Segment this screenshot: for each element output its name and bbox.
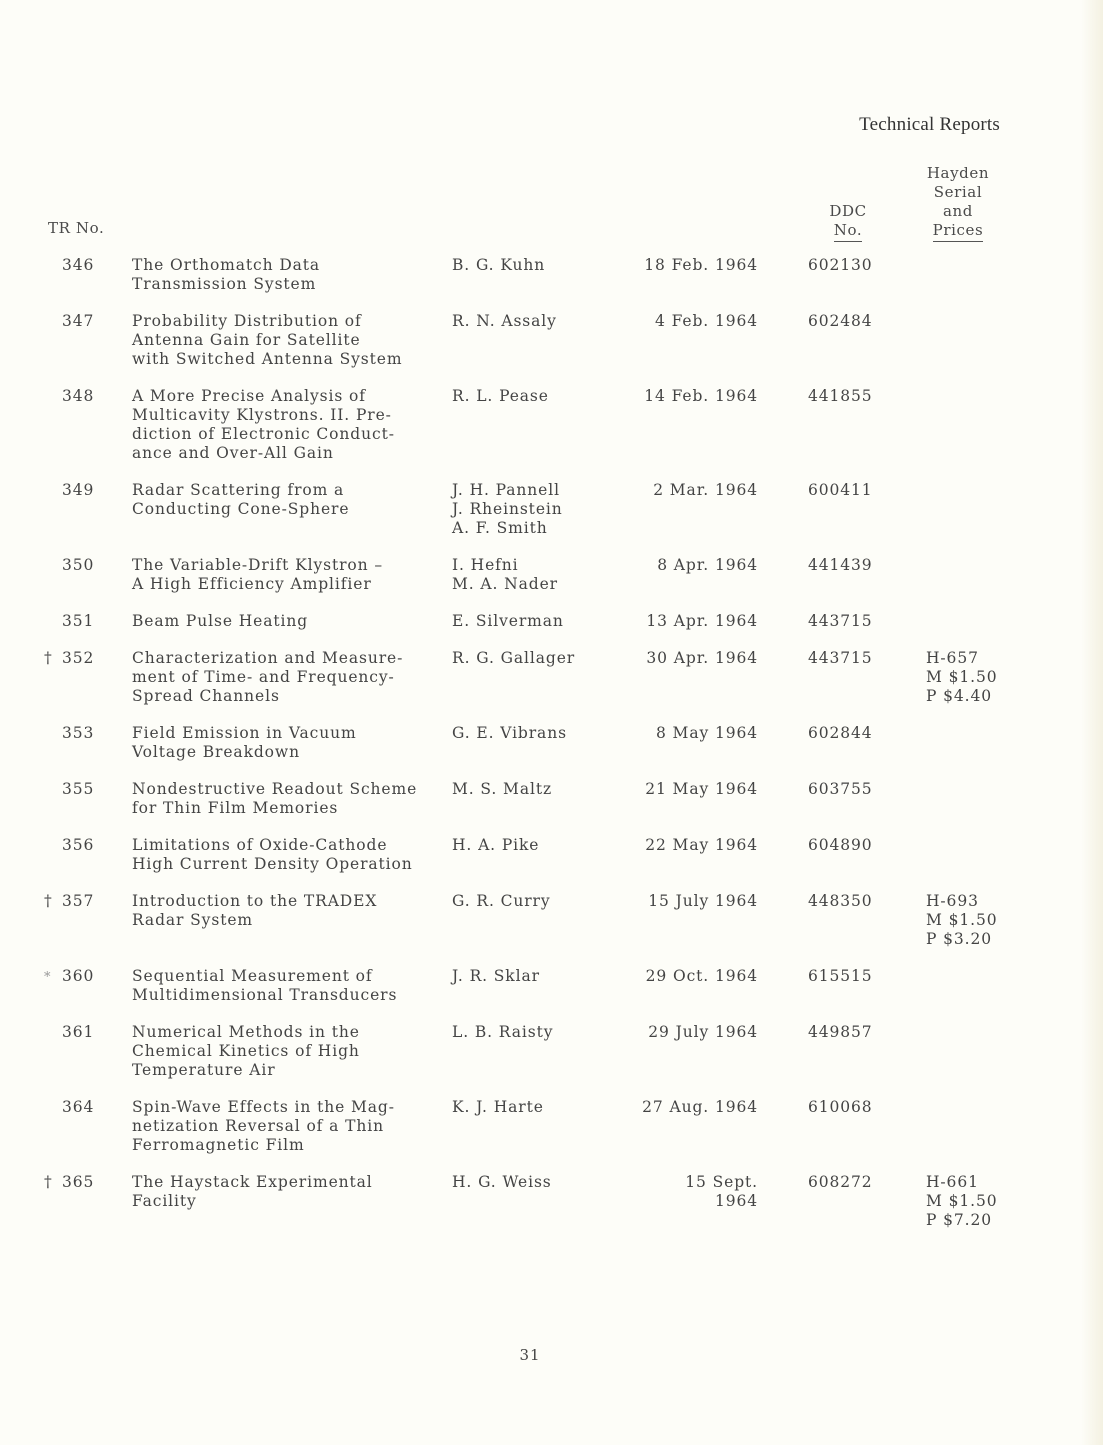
report-date-cell <box>638 724 808 780</box>
report-date: 18 Feb. 1964 <box>644 256 758 274</box>
report-title <box>132 1173 452 1248</box>
ddc-number: 448350 <box>808 892 873 910</box>
report-date: 8 Apr. 1964 <box>657 556 758 574</box>
tr-number: 352 <box>62 649 95 667</box>
author-name: B. G. Kuhn <box>452 256 546 274</box>
hayden-serial-prices <box>926 556 1024 612</box>
author-name: G. E. Vibrans <box>452 724 567 742</box>
ddc-number: 610068 <box>808 1098 873 1116</box>
report-title-line: netization Reversal of a Thin <box>132 1117 384 1135</box>
hayden-serial-prices <box>926 1173 1024 1248</box>
report-row <box>44 724 1024 780</box>
ddc-number: 615515 <box>808 967 873 985</box>
report-title-line: with Switched Antenna System <box>132 350 403 368</box>
hayden-header-line4: Prices <box>933 221 984 242</box>
report-authors <box>452 649 638 724</box>
page-header: Technical Reports <box>859 114 1000 135</box>
dagger-mark: † <box>44 892 53 910</box>
report-title-line: for Thin Film Memories <box>132 799 339 817</box>
report-authors <box>452 556 638 612</box>
author-name: I. Hefni <box>452 556 519 574</box>
report-date: 4 Feb. 1964 <box>655 312 758 330</box>
ddc-number: 443715 <box>808 649 873 667</box>
report-row <box>44 1023 1024 1098</box>
report-authors <box>452 724 638 780</box>
report-authors <box>452 387 638 481</box>
report-title <box>132 612 452 649</box>
hayden-serial-prices <box>926 256 1024 312</box>
report-row <box>44 256 1024 312</box>
tr-number-cell <box>44 1173 132 1248</box>
ddc-number: 604890 <box>808 836 873 854</box>
reports-table <box>44 256 1024 1248</box>
report-title-line: Voltage Breakdown <box>132 743 300 761</box>
report-date-cell <box>638 612 808 649</box>
report-title-line: Probability Distribution of <box>132 312 362 330</box>
report-date-cell <box>638 256 808 312</box>
report-title-line: Nondestructive Readout Scheme <box>132 780 418 798</box>
report-title-line: Chemical Kinetics of High <box>132 1042 360 1060</box>
report-date: 27 Aug. 1964 <box>642 1098 758 1116</box>
report-date-cell <box>638 556 808 612</box>
report-date-cell <box>638 892 808 967</box>
tr-number-cell <box>44 312 132 387</box>
report-date-cell <box>638 967 808 1023</box>
tr-number-cell <box>44 556 132 612</box>
author-name: A. F. Smith <box>452 519 548 537</box>
report-authors <box>452 612 638 649</box>
author-name: R. L. Pease <box>452 387 549 405</box>
hayden-serial-prices <box>926 387 1024 481</box>
author-name: J. Rheinstein <box>452 500 563 518</box>
report-authors <box>452 836 638 892</box>
hayden-serial-prices <box>926 649 1024 724</box>
tr-number: 364 <box>62 1098 95 1116</box>
hayden-serial-prices <box>926 481 1024 556</box>
report-title <box>132 256 452 312</box>
report-row <box>44 481 1024 556</box>
tr-number: 356 <box>62 836 95 854</box>
report-date-cell <box>638 481 808 556</box>
hayden-header-line3: and <box>942 202 973 220</box>
hayden-line: P $7.20 <box>926 1211 993 1229</box>
report-row <box>44 556 1024 612</box>
ddc-number: 449857 <box>808 1023 873 1041</box>
ddc-number: 602844 <box>808 724 873 742</box>
tr-number: 361 <box>62 1023 95 1041</box>
report-title-line: Antenna Gain for Satellite <box>132 331 361 349</box>
tr-number: 351 <box>62 612 95 630</box>
report-title <box>132 967 452 1023</box>
report-date-cell <box>638 387 808 481</box>
report-authors <box>452 892 638 967</box>
report-date: 21 May 1964 <box>645 780 758 798</box>
tr-number-cell <box>44 724 132 780</box>
report-title <box>132 387 452 481</box>
column-header-hayden <box>912 164 1004 242</box>
ddc-header-line1: DDC <box>829 202 867 220</box>
report-title-line: Spin-Wave Effects in the Mag- <box>132 1098 395 1116</box>
hayden-serial-prices <box>926 1098 1024 1173</box>
report-title-line: The Orthomatch Data <box>132 256 321 274</box>
author-name: R. G. Gallager <box>452 649 576 667</box>
page-edge-shadow <box>1081 0 1103 1445</box>
report-title <box>132 649 452 724</box>
report-title-line: diction of Electronic Conduct- <box>132 425 395 443</box>
dagger-mark: † <box>44 649 53 667</box>
tr-number: 357 <box>62 892 95 910</box>
report-title <box>132 312 452 387</box>
hayden-line: M $1.50 <box>926 911 998 929</box>
report-row <box>44 780 1024 836</box>
author-name: G. R. Curry <box>452 892 551 910</box>
ddc-header-line2: No. <box>834 221 862 242</box>
tr-number: 349 <box>62 481 95 499</box>
report-title-line: Radar Scattering from a <box>132 481 345 499</box>
report-title <box>132 780 452 836</box>
tr-number-cell <box>44 967 132 1023</box>
tr-number-cell <box>44 836 132 892</box>
hayden-line: H-661 <box>926 1173 979 1191</box>
hayden-line: H-657 <box>926 649 979 667</box>
report-date: 15 Sept. 1964 <box>685 1173 758 1210</box>
report-date-cell <box>638 1173 808 1248</box>
report-title-line: Transmission System <box>132 275 317 293</box>
report-title-line: Sequential Measurement of <box>132 967 373 985</box>
author-name: K. J. Harte <box>452 1098 544 1116</box>
report-title <box>132 481 452 556</box>
ddc-number: 608272 <box>808 1173 873 1191</box>
report-title <box>132 836 452 892</box>
report-title <box>132 1023 452 1098</box>
report-authors <box>452 481 638 556</box>
ddc-number: 602484 <box>808 312 873 330</box>
report-authors <box>452 780 638 836</box>
report-row <box>44 649 1024 724</box>
tr-number: 347 <box>62 312 95 330</box>
report-title-line: A More Precise Analysis of <box>132 387 366 405</box>
report-title-line: Field Emission in Vacuum <box>132 724 357 742</box>
report-row <box>44 1173 1024 1248</box>
report-date-cell <box>638 780 808 836</box>
tr-number-cell <box>44 612 132 649</box>
report-title-line: ment of Time- and Frequency- <box>132 668 395 686</box>
report-row <box>44 967 1024 1023</box>
hayden-line: H-693 <box>926 892 979 910</box>
report-row <box>44 387 1024 481</box>
hayden-line: M $1.50 <box>926 1192 998 1210</box>
report-date: 15 July 1964 <box>648 892 758 910</box>
report-row <box>44 1098 1024 1173</box>
report-date: 30 Apr. 1964 <box>646 649 758 667</box>
report-authors <box>452 312 638 387</box>
tr-number-cell <box>44 780 132 836</box>
tr-number: 353 <box>62 724 95 742</box>
tr-number-cell <box>44 1098 132 1173</box>
report-title-line: Multidimensional Transducers <box>132 986 398 1004</box>
report-title <box>132 892 452 967</box>
report-title <box>132 724 452 780</box>
report-date: 2 Mar. 1964 <box>653 481 758 499</box>
report-title-line: Radar System <box>132 911 253 929</box>
report-title-line: Beam Pulse Heating <box>132 612 309 630</box>
report-date-cell <box>638 836 808 892</box>
tr-number-cell <box>44 387 132 481</box>
ddc-number: 603755 <box>808 780 873 798</box>
ddc-number: 600411 <box>808 481 873 499</box>
ddc-number: 602130 <box>808 256 873 274</box>
report-title-line: Characterization and Measure- <box>132 649 404 667</box>
report-authors <box>452 1173 638 1248</box>
report-title-line: High Current Density Operation <box>132 855 413 873</box>
column-header-tr-no: TR No. <box>48 219 105 237</box>
report-title-line: Conducting Cone-Sphere <box>132 500 350 518</box>
asterisk-mark: * <box>44 970 52 985</box>
report-title-line: Multicavity Klystrons. II. Pre- <box>132 406 392 424</box>
ddc-number: 441439 <box>808 556 873 574</box>
tr-number: 355 <box>62 780 95 798</box>
author-name: M. S. Maltz <box>452 780 553 798</box>
hayden-serial-prices <box>926 312 1024 387</box>
report-title-line: The Variable-Drift Klystron – <box>132 556 383 574</box>
hayden-serial-prices <box>926 892 1024 967</box>
author-name: H. A. Pike <box>452 836 540 854</box>
report-date: 14 Feb. 1964 <box>644 387 758 405</box>
report-date: 22 May 1964 <box>645 836 758 854</box>
tr-number: 365 <box>62 1173 95 1191</box>
hayden-serial-prices <box>926 724 1024 780</box>
hayden-line: P $4.40 <box>926 687 993 705</box>
report-authors <box>452 1098 638 1173</box>
hayden-serial-prices <box>926 780 1024 836</box>
report-date: 8 May 1964 <box>655 724 758 742</box>
tr-number-cell <box>44 256 132 312</box>
tr-number: 350 <box>62 556 95 574</box>
hayden-line: P $3.20 <box>926 930 993 948</box>
author-name: J. H. Pannell <box>452 481 560 499</box>
report-title-line: Ferromagnetic Film <box>132 1136 305 1154</box>
tr-number-cell <box>44 1023 132 1098</box>
report-title-line: A High Efficiency Amplifier <box>132 575 372 593</box>
report-date-cell <box>638 312 808 387</box>
hayden-serial-prices <box>926 836 1024 892</box>
hayden-serial-prices <box>926 1023 1024 1098</box>
report-title-line: Introduction to the TRADEX <box>132 892 378 910</box>
tr-number-cell <box>44 649 132 724</box>
author-name: H. G. Weiss <box>452 1173 552 1191</box>
report-title-line: Spread Channels <box>132 687 280 705</box>
hayden-header-line1: Hayden <box>926 164 990 182</box>
report-title-line: Temperature Air <box>132 1061 276 1079</box>
report-row <box>44 312 1024 387</box>
report-date-cell <box>638 649 808 724</box>
report-title-line: ance and Over-All Gain <box>132 444 334 462</box>
author-name: L. B. Raisty <box>452 1023 554 1041</box>
hayden-serial-prices <box>926 967 1024 1023</box>
report-title-line: Limitations of Oxide-Cathode <box>132 836 388 854</box>
hayden-line: M $1.50 <box>926 668 998 686</box>
ddc-number: 443715 <box>808 612 873 630</box>
report-authors <box>452 1023 638 1098</box>
report-authors <box>452 967 638 1023</box>
report-title <box>132 556 452 612</box>
author-name: J. R. Sklar <box>452 967 540 985</box>
report-date: 29 Oct. 1964 <box>645 967 758 985</box>
author-name: M. A. Nader <box>452 575 558 593</box>
report-row <box>44 892 1024 967</box>
ddc-number: 441855 <box>808 387 873 405</box>
dagger-mark: † <box>44 1173 53 1191</box>
author-name: R. N. Assaly <box>452 312 557 330</box>
report-row <box>44 836 1024 892</box>
page-number: 31 <box>519 1346 541 1364</box>
report-authors <box>452 256 638 312</box>
tr-number: 346 <box>62 256 95 274</box>
tr-number-cell <box>44 892 132 967</box>
report-date-cell <box>638 1098 808 1173</box>
report-title-line: Facility <box>132 1192 197 1210</box>
hayden-serial-prices <box>926 612 1024 649</box>
report-date-cell <box>638 1023 808 1098</box>
tr-number: 348 <box>62 387 95 405</box>
author-name: E. Silverman <box>452 612 564 630</box>
report-date: 13 Apr. 1964 <box>646 612 758 630</box>
column-header-ddc <box>800 202 896 242</box>
report-row <box>44 612 1024 649</box>
hayden-header-line2: Serial <box>933 183 983 201</box>
report-date: 29 July 1964 <box>648 1023 758 1041</box>
report-title <box>132 1098 452 1173</box>
report-title-line: Numerical Methods in the <box>132 1023 360 1041</box>
report-title-line: The Haystack Experimental <box>132 1173 373 1191</box>
tr-number: 360 <box>62 967 95 985</box>
tr-number-cell <box>44 481 132 556</box>
